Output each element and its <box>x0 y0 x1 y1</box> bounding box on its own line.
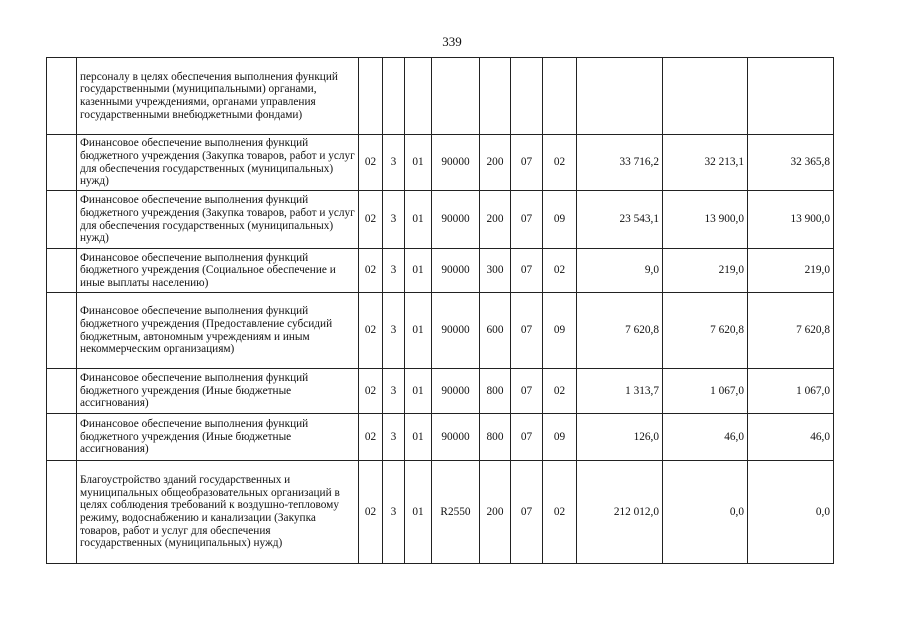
table-body <box>47 58 834 564</box>
table-row <box>47 414 834 461</box>
code-cell <box>511 58 543 135</box>
table-row <box>47 135 834 191</box>
table-row <box>47 293 834 369</box>
code-cell: 200 <box>480 135 511 191</box>
amount-cell: 7 620,8 <box>663 293 748 369</box>
code-cell: 07 <box>511 191 543 249</box>
amount-cell: 219,0 <box>748 249 834 293</box>
code-cell: 01 <box>405 414 432 461</box>
amount-cell: 9,0 <box>577 249 663 293</box>
code-cell: 300 <box>480 249 511 293</box>
code-cell: 02 <box>543 461 577 564</box>
expense-name: Финансовое обеспечение выполнения функций бюджетного учреждения (Социальное обеспечение и иные выплаты населению) <box>77 249 359 293</box>
empty-cell <box>47 135 77 191</box>
amount-cell: 1 313,7 <box>577 369 663 414</box>
amount-cell <box>663 58 748 135</box>
empty-cell <box>47 414 77 461</box>
code-cell: 09 <box>543 414 577 461</box>
code-cell: 01 <box>405 369 432 414</box>
code-cell: R2550 <box>432 461 480 564</box>
code-cell: 07 <box>511 461 543 564</box>
code-cell: 200 <box>480 191 511 249</box>
code-cell: 07 <box>511 249 543 293</box>
code-cell: 3 <box>383 414 405 461</box>
expense-name: Финансовое обеспечение выполнения функций бюджетного учреждения (Закупка товаров, работ и услуг для обеспечения государственных (муниципальных) нужд) <box>77 135 359 191</box>
code-cell: 3 <box>383 191 405 249</box>
expense-name: Финансовое обеспечение выполнения функций бюджетного учреждения (Закупка товаров, работ и услуг для обеспечения государственных (муниципальных) нужд) <box>77 191 359 249</box>
code-cell: 02 <box>543 135 577 191</box>
code-cell: 02 <box>359 293 383 369</box>
code-cell: 02 <box>359 369 383 414</box>
code-cell <box>543 58 577 135</box>
table-row <box>47 191 834 249</box>
code-cell: 800 <box>480 369 511 414</box>
code-cell: 90000 <box>432 293 480 369</box>
code-cell: 3 <box>383 249 405 293</box>
expense-name: Финансовое обеспечение выполнения функций бюджетного учреждения (Иные бюджетные ассигнования) <box>77 369 359 414</box>
code-cell: 07 <box>511 369 543 414</box>
amount-cell: 32 365,8 <box>748 135 834 191</box>
amount-cell: 1 067,0 <box>748 369 834 414</box>
code-cell <box>359 58 383 135</box>
amount-cell <box>577 58 663 135</box>
amount-cell: 126,0 <box>577 414 663 461</box>
code-cell: 02 <box>359 414 383 461</box>
code-cell: 90000 <box>432 135 480 191</box>
expense-name: персоналу в целях обеспечения выполнения функций государственными (муниципальными) органами, казенными учреждениями, органами управления государственными внебюджетными фондами) <box>77 58 359 135</box>
expense-name: Финансовое обеспечение выполнения функций бюджетного учреждения (Иные бюджетные ассигнования) <box>77 414 359 461</box>
code-cell: 02 <box>543 369 577 414</box>
page-number: 339 <box>442 34 462 49</box>
amount-cell: 32 213,1 <box>663 135 748 191</box>
code-cell: 90000 <box>432 249 480 293</box>
code-cell: 800 <box>480 414 511 461</box>
amount-cell <box>748 58 834 135</box>
code-cell <box>480 58 511 135</box>
amount-cell: 46,0 <box>748 414 834 461</box>
code-cell: 01 <box>405 461 432 564</box>
code-cell: 3 <box>383 293 405 369</box>
code-cell: 01 <box>405 249 432 293</box>
amount-cell: 0,0 <box>663 461 748 564</box>
code-cell: 3 <box>383 369 405 414</box>
amount-cell: 0,0 <box>748 461 834 564</box>
code-cell <box>405 58 432 135</box>
table-row <box>47 369 834 414</box>
code-cell: 02 <box>543 249 577 293</box>
amount-cell: 13 900,0 <box>748 191 834 249</box>
amount-cell: 1 067,0 <box>663 369 748 414</box>
amount-cell: 13 900,0 <box>663 191 748 249</box>
code-cell: 09 <box>543 293 577 369</box>
empty-cell <box>47 293 77 369</box>
code-cell: 07 <box>511 135 543 191</box>
code-cell: 3 <box>383 135 405 191</box>
code-cell: 02 <box>359 249 383 293</box>
code-cell: 90000 <box>432 191 480 249</box>
code-cell <box>432 58 480 135</box>
amount-cell: 7 620,8 <box>577 293 663 369</box>
expense-name: Финансовое обеспечение выполнения функций бюджетного учреждения (Предоставление субсидий бюджетным, автономным учреждениям и иным некоммерческим организациям) <box>77 293 359 369</box>
code-cell: 09 <box>543 191 577 249</box>
code-cell: 01 <box>405 293 432 369</box>
code-cell <box>383 58 405 135</box>
expense-name: Благоустройство зданий государственных и муниципальных общеобразовательных организаций в целях соблюдения требований к воздушно-тепловому режиму, водоснабжению и канализации (Закупка товаров, работ и услуг для обеспечения государственных (муниципальных) нужд) <box>77 461 359 564</box>
table-row <box>47 461 834 564</box>
budget-table <box>46 57 834 564</box>
code-cell: 200 <box>480 461 511 564</box>
code-cell: 02 <box>359 191 383 249</box>
table-row <box>47 58 834 135</box>
code-cell: 90000 <box>432 369 480 414</box>
code-cell: 02 <box>359 135 383 191</box>
amount-cell: 219,0 <box>663 249 748 293</box>
empty-cell <box>47 191 77 249</box>
amount-cell: 23 543,1 <box>577 191 663 249</box>
amount-cell: 33 716,2 <box>577 135 663 191</box>
code-cell: 01 <box>405 191 432 249</box>
amount-cell: 212 012,0 <box>577 461 663 564</box>
code-cell: 3 <box>383 461 405 564</box>
code-cell: 07 <box>511 293 543 369</box>
amount-cell: 7 620,8 <box>748 293 834 369</box>
code-cell: 90000 <box>432 414 480 461</box>
empty-cell <box>47 369 77 414</box>
amount-cell: 46,0 <box>663 414 748 461</box>
empty-cell <box>47 58 77 135</box>
empty-cell <box>47 249 77 293</box>
code-cell: 600 <box>480 293 511 369</box>
empty-cell <box>47 461 77 564</box>
code-cell: 07 <box>511 414 543 461</box>
table-row <box>47 249 834 293</box>
code-cell: 01 <box>405 135 432 191</box>
code-cell: 02 <box>359 461 383 564</box>
